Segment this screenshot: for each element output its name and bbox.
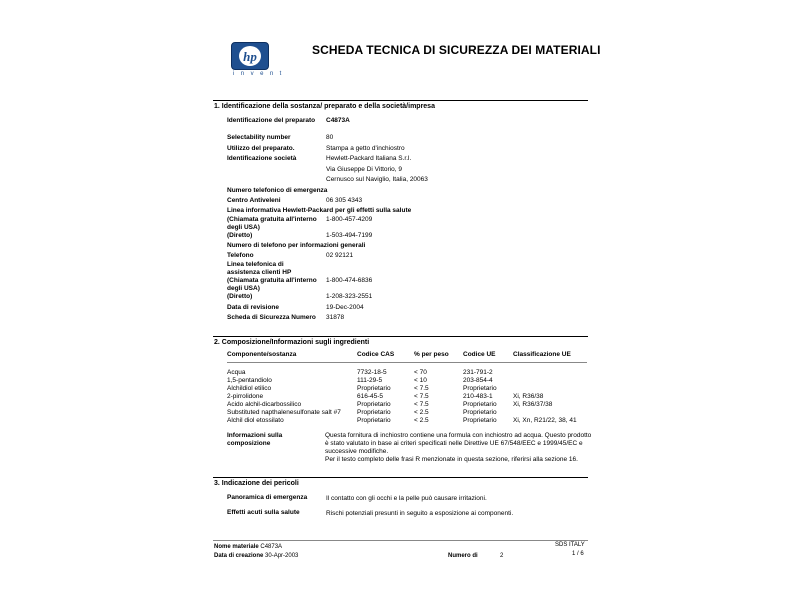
ingredient-name: Acqua [227, 369, 246, 376]
label-selectability-number: Selectability number [227, 134, 291, 141]
label-panoramica-emergenza: Panoramica di emergenza [227, 494, 308, 501]
ingredient-ue-code: Proprietario [463, 417, 497, 424]
table-header-divider [227, 362, 587, 363]
ingredient-cas: Proprietario [357, 385, 391, 392]
ingredient-ue-code: Proprietario [463, 409, 497, 416]
value-effetti-acuti: Rischi potenziali presunti in seguito a esposizione ai componenti. [326, 510, 514, 517]
ingredient-ue-code: 231-791-2 [463, 369, 493, 376]
ingredient-name: 2-pirrolidone [227, 393, 264, 400]
value-telefono: 02 92121 [326, 252, 354, 259]
ingredient-ue-class: Xi, R36/38 [513, 393, 544, 400]
emergency-heading: Numero telefonico di emergenza [227, 187, 328, 194]
value-centro-antiveleni: 06 305 4343 [326, 197, 363, 204]
ingredient-percent: < 7.5 [414, 393, 429, 400]
ingredient-cas: 111-29-5 [357, 377, 383, 384]
value-diretto-2: 1-208-323-2551 [326, 293, 373, 300]
label-data-revisione: Data di revisione [227, 304, 280, 311]
ingredient-name: 1,5-pentandiolo [227, 377, 272, 384]
footer-created [214, 553, 298, 559]
section-3-heading: 3. Indicazione dei pericoli [214, 480, 299, 487]
value-identificazione-preparato: C4873A [326, 117, 350, 124]
info-heading: Numero di telefono per informazioni generali [227, 242, 366, 249]
label-identificazione-societa: Identificazione società [227, 155, 297, 162]
ingredient-ue-code: 210-483-1 [463, 393, 493, 400]
column-header-codice-cas: Codice CAS [357, 351, 395, 358]
ingredient-ue-code: Proprietario [463, 385, 497, 392]
hp-logo [231, 42, 269, 70]
section-divider [213, 100, 588, 101]
value-selectability-number: 80 [326, 134, 334, 141]
label-identificazione-preparato: Identificazione del preparato [227, 117, 316, 124]
ingredient-ue-class: Xi, R36/37/38 [513, 401, 553, 408]
ingredient-percent: < 2.5 [414, 417, 429, 424]
value-societa-indirizzo: Via Giuseppe Di Vittorio, 9 [326, 166, 402, 173]
ingredient-percent: < 7.5 [414, 401, 429, 408]
label-diretto-1: (Diretto) [227, 232, 253, 239]
value-data-revisione: 19-Dec-2004 [326, 304, 364, 311]
hp-line-heading: Linea informativa Hewlett-Packard per gli effetti sulla salute [227, 207, 412, 214]
column-header-classificazione-ue: Classificazione UE [513, 351, 571, 358]
label-telefono: Telefono [227, 252, 254, 259]
label-effetti-acuti: Effetti acuti sulla salute [227, 509, 300, 516]
ingredient-cas: Proprietario [357, 401, 391, 408]
footer-number-label: Numero di [448, 553, 478, 559]
footer-divider [213, 540, 588, 541]
ingredient-percent: < 2.5 [414, 409, 429, 416]
section-divider [213, 336, 588, 337]
document-title: SCHEDA TECNICA DI SICUREZZA DEI MATERIALI [312, 43, 601, 57]
column-header-codice-ue: Codice UE [463, 351, 496, 358]
ingredient-name: Acido alchil-dicarbossilico [227, 401, 302, 408]
footer-material-value: C4873A [260, 544, 283, 550]
ingredient-cas: 616-45-5 [357, 393, 384, 400]
ingredient-percent: < 10 [414, 377, 427, 384]
label-chiamata-gratuita-1: (Chiamata gratuita all'interno degli USA) [227, 216, 317, 231]
value-panoramica-emergenza: Il contatto con gli occhi e la pelle può causare irritazioni. [326, 495, 487, 502]
section-2-heading: 2. Composizione/Informazioni sugli ingredienti [214, 339, 370, 346]
composition-info-paragraph: Questa fornitura di inchiostro contiene una formula con inchiostro ad acqua. Questo prodotto è stato valutato in base ai criteri specificati nelle Direttive UE 67/548/EEC e 1999/45/EC e successive modifiche. Per il testo completo delle frasi R menzionate in questa sezione, riferirsi alla sezione 16. [325, 432, 592, 463]
footer-created-label: Data di creazione [214, 553, 264, 559]
footer-country: SDS ITALY [555, 542, 585, 548]
footer-material-label: Nome materiale [214, 544, 259, 550]
logo-tagline: i n v e n t [233, 71, 284, 77]
ingredient-ue-code: 203-854-4 [463, 377, 493, 384]
hp-logo-text: hp [239, 46, 261, 66]
ingredient-percent: < 70 [414, 369, 427, 376]
footer-material [214, 544, 282, 550]
ingredient-percent: < 7.5 [414, 385, 429, 392]
label-centro-antiveleni: Centro Antiveleni [227, 197, 281, 204]
composition-info-text [325, 432, 593, 464]
ingredient-name: Alchildiol etilico [227, 385, 272, 392]
footer-number [448, 553, 478, 559]
label-scheda-sicurezza-numero: Scheda di Sicurezza Numero [227, 314, 316, 321]
label-diretto-2: (Diretto) [227, 293, 253, 300]
label-chiamata-gratuita-2: (Chiamata gratuita all'interno degli USA) [227, 277, 317, 292]
value-societa-nome: Hewlett-Packard Italiana S.r.l. [326, 155, 412, 162]
ingredient-ue-class: Xi, Xn, R21/22, 38, 41 [513, 417, 577, 424]
section-divider [213, 477, 588, 478]
label-informazioni-composizione: Informazioni sulla composizione [227, 432, 283, 447]
label-assistenza-clienti: Linea telefonica di assistenza clienti HP [227, 261, 292, 276]
footer-number-value: 2 [500, 553, 504, 559]
value-diretto-1: 1-503-494-7199 [326, 232, 373, 239]
ingredient-ue-code: Proprietario [463, 401, 497, 408]
value-chiamata-gratuita-2: 1-800-474-6836 [326, 277, 373, 284]
column-header-componente: Componente/sostanza [227, 351, 297, 358]
value-scheda-sicurezza-numero: 31878 [326, 314, 345, 321]
value-chiamata-gratuita-1: 1-800-457-4209 [326, 216, 373, 223]
footer-page: 1 / 6 [572, 551, 584, 557]
ingredient-cas: Proprietario [357, 417, 391, 424]
ingredient-cas: Proprietario [357, 409, 391, 416]
value-utilizzo-preparato: Stampa a getto d'inchiostro [326, 145, 405, 152]
footer-created-value: 30-Apr-2003 [265, 553, 299, 559]
column-header-percentuale: % per peso [414, 351, 449, 358]
ingredient-cas: 7732-18-5 [357, 369, 387, 376]
value-societa-citta: Cernusco sul Naviglio, Italia, 20063 [326, 176, 428, 183]
ingredient-name: Alchil diol etossilato [227, 417, 284, 424]
label-utilizzo-preparato: Utilizzo del preparato. [227, 145, 295, 152]
ingredient-name: Substituted napthalenesulfonate salt #7 [227, 409, 341, 416]
section-1-heading: 1. Identificazione della sostanza/ preparato e della società/impresa [214, 103, 435, 110]
